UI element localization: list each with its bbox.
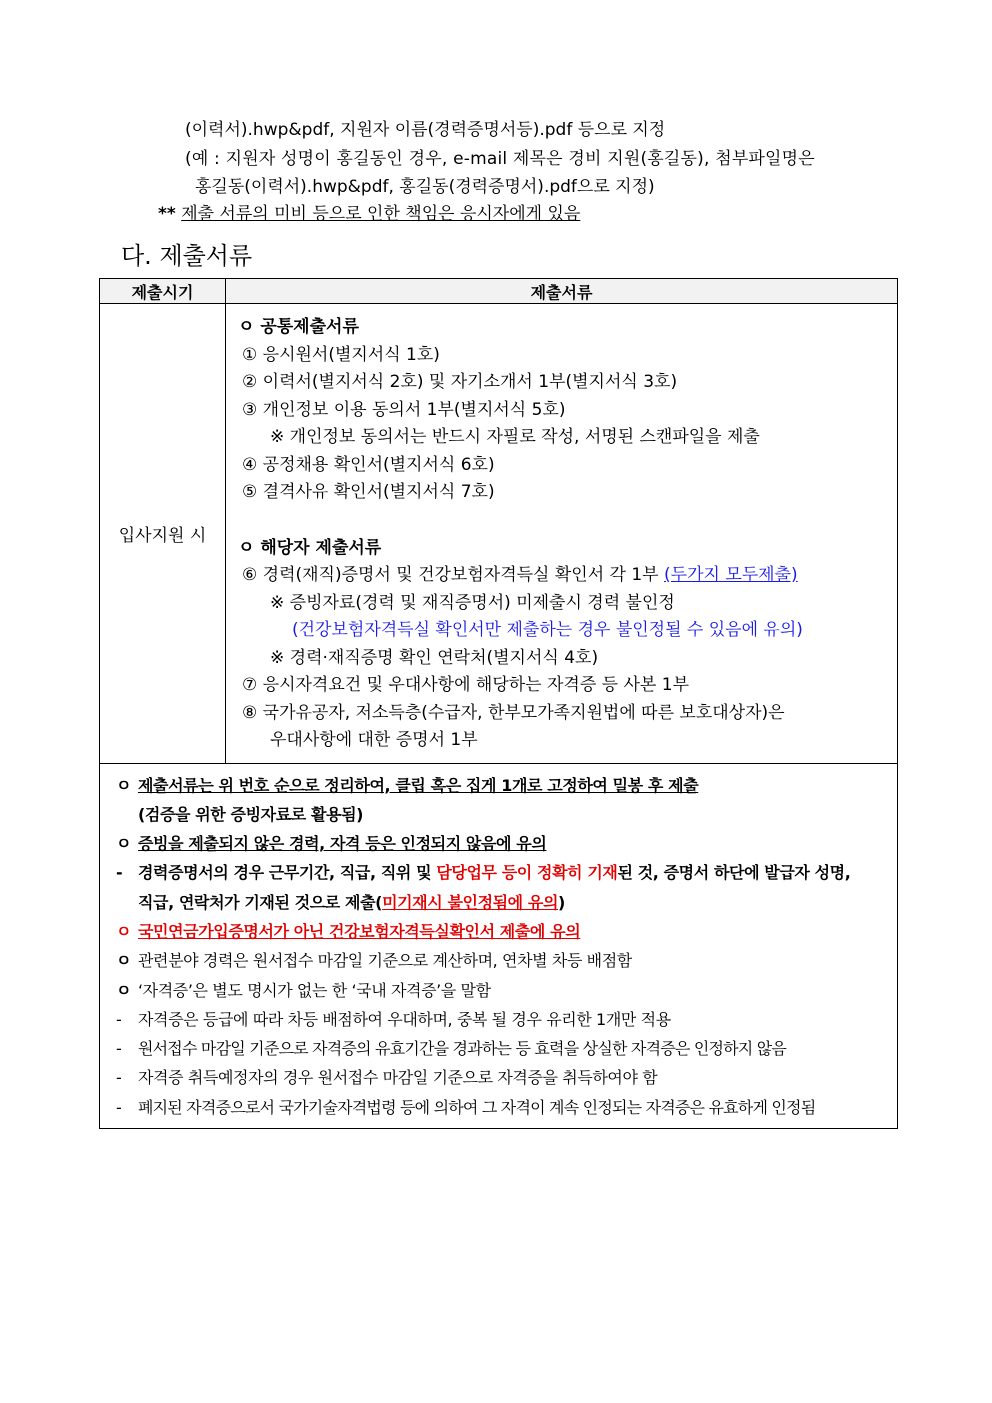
intro-line-3: 홍길동(이력서).hwp&pdf, 홍길동(경력증명서).pdf으로 지정): [195, 177, 655, 197]
submission-table: [99, 278, 898, 1129]
bullet: -: [116, 1097, 121, 1117]
list-item: [116, 946, 897, 975]
list-item: [116, 771, 897, 800]
item6-text: ⑥ 경력(재직)증명서 및 건강보험자격득실 확인서 각 1부: [242, 565, 659, 585]
notes-row: [100, 763, 898, 1129]
list-item: ⑦ 응시자격요건 및 우대사항에 해당하는 자격증 등 사본 1부: [242, 675, 689, 695]
bullet: -: [116, 1039, 121, 1059]
common-docs-heading: ㅇ 공통제출서류: [238, 317, 359, 337]
bullet: ㅇ: [116, 921, 132, 941]
list-item: ② 이력서(별지서식 2호) 및 자기소개서 1부(별지서식 3호): [242, 372, 678, 392]
list-item: [116, 829, 897, 858]
list-item: [226, 562, 897, 590]
note-text: 폐지된 자격증으로서 국가기술자격법령 등에 의하여 그 자격이 계속 인정되는 자격증은 유효하게 인정됨: [138, 1097, 816, 1117]
note-text: ‘자격증’은 별도 명시가 없는 한 ‘국내 자격증’을 말함: [138, 980, 491, 1000]
list-item: ⑤ 결격사유 확인서(별지서식 7호): [242, 482, 495, 502]
header-submission-docs: 제출서류: [226, 279, 898, 304]
double-asterisk: **: [158, 204, 176, 224]
bullet: -: [116, 1068, 122, 1088]
bullet: ㅇ: [116, 834, 132, 854]
list-item-note: ※ 개인정보 동의서는 반드시 자필로 작성, 서명된 스캔파일을 제출: [270, 427, 760, 447]
list-item: [116, 888, 897, 917]
note-text: 증빙을 제출되지 않은 경력, 자격 등은 인정되지 않음에 유의: [138, 834, 547, 854]
submission-docs-cell: [226, 304, 898, 764]
table-row: [100, 304, 898, 764]
note-text: 직급, 연락처가 기재된 것으로 제출(: [138, 892, 383, 912]
note-text: 원서접수 마감일 기준으로 자격증의 유효기간을 경과하는 등 효력을 상실한 자격증은 인정하지 않음: [138, 1039, 787, 1059]
note-text: 제출서류는 위 번호 순으로 정리하여, 클립 혹은 집게 1개로 고정하여 밀봉 후 제출: [138, 775, 699, 795]
note-text-red: 담당업무 등이 정확히 기재: [436, 863, 618, 883]
notes-cell: [100, 763, 898, 1129]
list-item: [116, 1093, 897, 1122]
submission-time-cell: 입사지원 시: [100, 304, 226, 764]
list-item: ⑧ 국가유공자, 저소득층(수급자, 한부모가족지원법에 따른 보호대상자)은: [242, 702, 785, 723]
bullet: ㅇ: [116, 951, 132, 971]
note-text: 된 것, 증명서 하단에 발급자 성명,: [617, 863, 851, 883]
spacer: [226, 507, 897, 535]
note-text: 경력증명서의 경우 근무기간, 직급, 직위 및: [138, 863, 437, 883]
note-text: 자격증 취득예정자의 경우 원서접수 마감일 기준으로 자격증을 취득하여야 함: [138, 1068, 658, 1088]
note-text: 관련분야 경력은 원서접수 마감일 기준으로 계산하며, 연차별 차등 배점함: [138, 951, 632, 971]
list-item: [116, 1005, 897, 1034]
header-submission-time: 제출시기: [100, 279, 226, 304]
intro-line-1: (이력서).hwp&pdf, 지원자 이름(경력증명서등).pdf 등으로 지정: [185, 120, 666, 140]
responsibility-note: 제출 서류의 미비 등으로 인한 책임은 응시자에게 있음: [181, 204, 581, 224]
both-required-note: (두가지 모두제출): [664, 565, 798, 585]
list-item: ① 응시원서(별지서식 1호): [242, 344, 440, 365]
document-list: [226, 314, 897, 755]
note-text-red: 미기재시 불인정됨에 유의: [382, 892, 559, 912]
bullet: ㅇ: [116, 980, 132, 1000]
list-item: [116, 1034, 897, 1063]
intro-line-2: (예 : 지원자 성명이 홍길동인 경우, e-mail 제목은 경비 지원(홍길동), 첨부파일명은: [185, 149, 815, 169]
table-header-row: [100, 279, 898, 304]
list-item-note: ※ 경력·재직증명 확인 연락처(별지서식 4호): [270, 647, 599, 668]
list-item: [116, 917, 897, 946]
intro-line-4: [158, 202, 580, 226]
note-text: 자격증은 등급에 따라 차등 배점하여 우대하며, 중복 될 경우 유리한 1개만 적용: [138, 1009, 671, 1029]
list-item: 우대사항에 대한 증명서 1부: [270, 730, 478, 750]
bullet: ㅇ: [116, 775, 132, 795]
list-item: [116, 858, 897, 887]
list-item-note: ※ 증빙자료(경력 및 재직증명서) 미제출시 경력 불인정: [270, 592, 675, 613]
notes-list: [116, 771, 897, 1123]
list-item: [116, 1063, 897, 1092]
applicable-docs-heading: ㅇ 해당자 제출서류: [238, 537, 382, 558]
bullet: -: [116, 1009, 122, 1029]
list-item: ④ 공정채용 확인서(별지서식 6호): [242, 454, 495, 475]
list-item: [116, 976, 897, 1005]
section-title: 다. 제출서류: [121, 242, 253, 270]
note-text: ): [558, 892, 565, 912]
note-text-red: 국민연금가입증명서가 아닌 건강보험자격득실확인서 제출에 유의: [138, 921, 581, 941]
list-item-note: (건강보험자격득실 확인서만 제출하는 경우 불인정될 수 있음에 유의): [292, 620, 803, 640]
list-item: (검증을 위한 증빙자료로 활용됨): [138, 804, 364, 824]
list-item: ③ 개인정보 이용 동의서 1부(별지서식 5호): [242, 399, 566, 420]
bullet: -: [116, 863, 123, 883]
